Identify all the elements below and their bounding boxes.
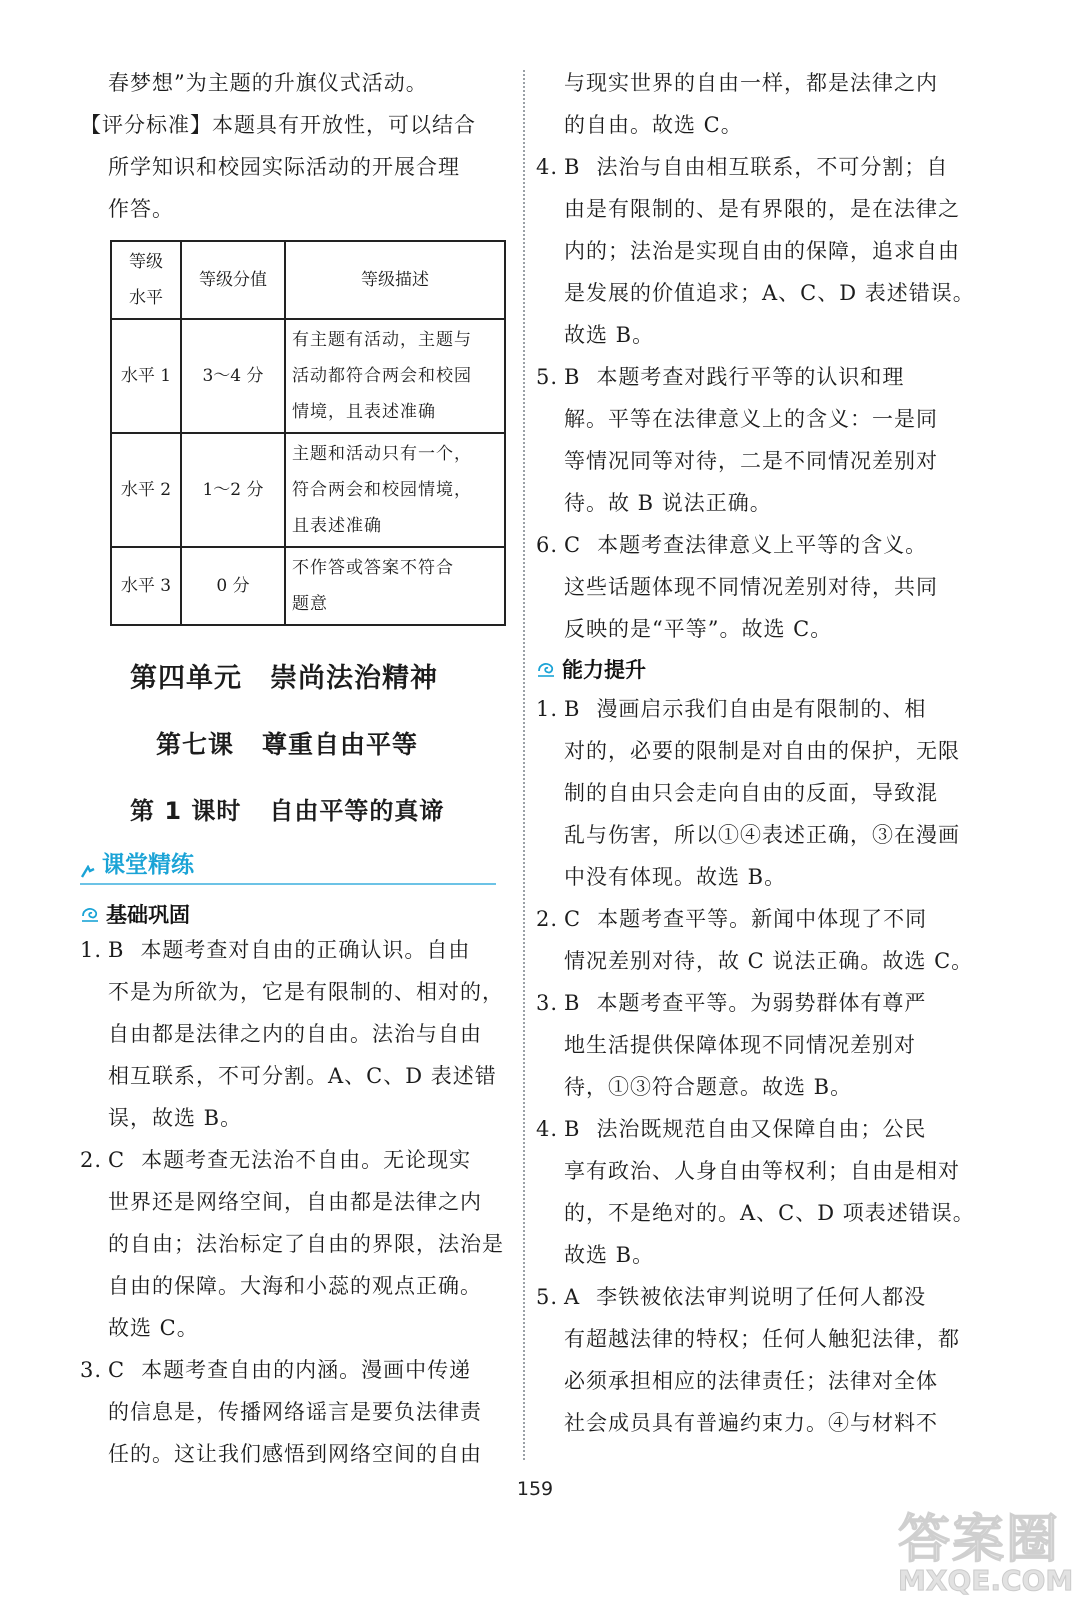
watermark-text: 答案圈: [898, 1510, 1061, 1570]
score-cell: 1～2 分: [181, 433, 285, 547]
level-cell: 水平 1: [111, 319, 181, 433]
explanation-line: 本题考查对自由的正确认识。自由: [140, 938, 471, 962]
item-number: 3.: [80, 1358, 103, 1382]
explanation-line: 待。故 B 说法正确。: [564, 491, 772, 515]
explanation-line: 反映的是“平等”。故选 C。: [564, 617, 833, 641]
level-cell: 水平 3: [111, 547, 181, 625]
explanation-line: 法治既规范自由又保障自由；公民: [596, 1117, 927, 1141]
section-heading: 课堂精练: [80, 846, 496, 885]
description-cell: 主题和活动只有一个， 符合两会和校园情境， 且表述准确: [285, 433, 505, 547]
explanation-line: 对的，必要的限制是对自由的保护，无限: [564, 739, 960, 763]
item-number: 3.: [536, 991, 559, 1015]
explanation-line: 本题考查法律意义上平等的含义。: [597, 533, 928, 557]
grading-table: [110, 240, 506, 626]
scoring-standard-line: 作答。: [108, 197, 174, 221]
scoring-standard-line: 所学知识和校园实际活动的开展合理: [108, 155, 460, 179]
explanation-line: 本题考查平等。为弱势群体有尊严: [596, 991, 927, 1015]
answer-letter: C: [564, 907, 582, 931]
explanation-line: 本题考查自由的内涵。漫画中传递: [141, 1358, 472, 1382]
item-number: 2.: [536, 907, 559, 931]
explanation-line: 是发展的价值追求；A、C、D 表述错误。: [564, 281, 975, 305]
explanation-line: 由是有限制的、是有界限的，是在法律之: [564, 197, 960, 221]
answer-item: [536, 1108, 976, 1276]
answer-item: [536, 524, 976, 650]
explanation-line: 误，故选 B。: [108, 1106, 243, 1130]
answer-letter: B: [564, 365, 581, 389]
answer-letter: C: [564, 533, 582, 557]
explanation-line: 必须承担相应的法律责任；法律对全体: [564, 1369, 938, 1393]
section-mark-icon: [80, 865, 96, 879]
description-cell: 有主题有活动，主题与 活动都符合两会和校园 情境，且表述准确: [285, 319, 505, 433]
explanation-line: 故选 C。: [108, 1316, 199, 1340]
item-number: 1.: [80, 938, 103, 962]
answer-item: [80, 929, 512, 1139]
column-divider: [523, 70, 525, 1460]
swirl-icon: [80, 904, 102, 924]
explanation-line: 的自由。故选 C。: [564, 113, 743, 137]
explanation-line: 李铁被依法审判说明了任何人都没: [596, 1285, 927, 1309]
table-row: [111, 433, 505, 547]
item-number: 1.: [536, 697, 559, 721]
unit-title: 第四单元 崇尚法治精神: [130, 663, 438, 694]
answer-item: [536, 898, 976, 982]
table-row: [111, 547, 505, 625]
answer-item: [536, 982, 976, 1108]
swirl-icon: [536, 659, 558, 679]
table-header-row: [111, 241, 505, 319]
explanation-line: 待，①③符合题意。故选 B。: [564, 1075, 853, 1099]
explanation-line: 漫画启示我们自由是有限制的、相: [596, 697, 927, 721]
explanation-line: 有超越法律的特权；任何人触犯法律，都: [564, 1327, 960, 1351]
explanation-line: 世界还是网络空间，自由都是法律之内: [108, 1190, 482, 1214]
page-number: 159: [516, 1478, 554, 1500]
answer-letter: C: [108, 1148, 126, 1172]
explanation-line: 地生活提供保障体现不同情况差别对: [564, 1033, 916, 1057]
description-cell: 不作答或答案不符合 题意: [285, 547, 505, 625]
explanation-line: 不是为所欲为，它是有限制的、相对的，: [108, 980, 504, 1004]
explanation-line: 自由的保障。大海和小蕊的观点正确。: [108, 1274, 482, 1298]
explanation-line: 社会成员具有普遍约束力。④与材料不: [564, 1411, 938, 1435]
answer-item: [80, 1349, 512, 1475]
explanation-line: 故选 B。: [564, 323, 655, 347]
header-level: 等级 水平: [111, 241, 181, 319]
answer-item: [536, 146, 976, 356]
explanation-line: 法治与自由相互联系，不可分割；自: [596, 155, 949, 179]
subsection-heading: 能力提升: [536, 654, 976, 684]
answer-item: [536, 356, 976, 524]
watermark-logo: [898, 1497, 1074, 1597]
explanation-line: 乱与伤害，所以①④表述正确，③在漫画: [564, 823, 960, 847]
answer-item: [80, 1139, 512, 1349]
item-number: 4.: [536, 1117, 559, 1141]
header-score: 等级分值: [181, 241, 285, 319]
scoring-standard: [80, 104, 512, 230]
explanation-line: 本题考查对践行平等的认识和理: [596, 365, 905, 389]
item-number: 5.: [536, 365, 559, 389]
lesson-title: 第七课 尊重自由平等: [156, 730, 419, 759]
answer-letter: C: [108, 1358, 126, 1382]
watermark-url: MXQE.COM: [898, 1564, 1074, 1597]
intro-continuation: 春梦想”为主题的升旗仪式活动。: [108, 71, 428, 95]
explanation-line: 内的；法治是实现自由的保障，追求自由: [564, 239, 960, 263]
item-number: 5.: [536, 1285, 559, 1309]
explanation-line: 自由都是法律之内的自由。法治与自由: [108, 1022, 482, 1046]
explanation-line: 制的自由只会走向自由的反面，导致混: [564, 781, 938, 805]
explanation-line: 的自由；法治标定了自由的界限，法治是: [108, 1232, 504, 1256]
explanation-line: 与现实世界的自由一样，都是法律之内: [564, 71, 938, 95]
explanation-line: 的信息是，传播网络谣言是要负法律责: [108, 1400, 482, 1424]
explanation-line: 解。平等在法律意义上的含义：一是同: [564, 407, 938, 431]
right-column: [536, 62, 976, 1444]
explanation-line: 本题考查平等。新闻中体现了不同: [597, 907, 928, 931]
explanation-line: 的，不是绝对的。A、C、D 项表述错误。: [564, 1201, 975, 1225]
explanation-line: 任的。这让我们感悟到网络空间的自由: [108, 1442, 482, 1466]
answer-letter: B: [108, 938, 125, 962]
answer-letter: B: [564, 991, 581, 1015]
scoring-standard-line: 【评分标准】本题具有开放性，可以结合: [80, 113, 476, 137]
explanation-line: 本题考查无法治不自由。无论现实: [141, 1148, 472, 1172]
explanation-line: 故选 B。: [564, 1243, 655, 1267]
explanation-line: 相互联系，不可分割。A、C、D 表述错: [108, 1064, 497, 1088]
answer-letter: B: [564, 697, 581, 721]
score-cell: 3～4 分: [181, 319, 285, 433]
subsection-heading: 基础巩固: [80, 899, 512, 929]
explanation-line: 享有政治、人身自由等权利；自由是相对: [564, 1159, 960, 1183]
explanation-line: 这些话题体现不同情况差别对待，共同: [564, 575, 938, 599]
period-title: 第 1 课时 自由平等的真谛: [130, 797, 445, 825]
answer-letter: B: [564, 1117, 581, 1141]
table-row: [111, 319, 505, 433]
answer-letter: B: [564, 155, 581, 179]
explanation-line: 中没有体现。故选 B。: [564, 865, 787, 889]
item-number: 4.: [536, 155, 559, 179]
left-column: [80, 62, 512, 1475]
item-number: 2.: [80, 1148, 103, 1172]
item-number: 6.: [536, 533, 559, 557]
header-description: 等级描述: [285, 241, 505, 319]
level-cell: 水平 2: [111, 433, 181, 547]
answer-item: [536, 1276, 976, 1444]
answer-item: [536, 688, 976, 898]
score-cell: 0 分: [181, 547, 285, 625]
answer-letter: A: [564, 1285, 581, 1309]
explanation-line: 等情况同等对待，二是不同情况差别对: [564, 449, 938, 473]
explanation-line: 情况差别对待，故 C 说法正确。故选 C。: [564, 949, 974, 973]
